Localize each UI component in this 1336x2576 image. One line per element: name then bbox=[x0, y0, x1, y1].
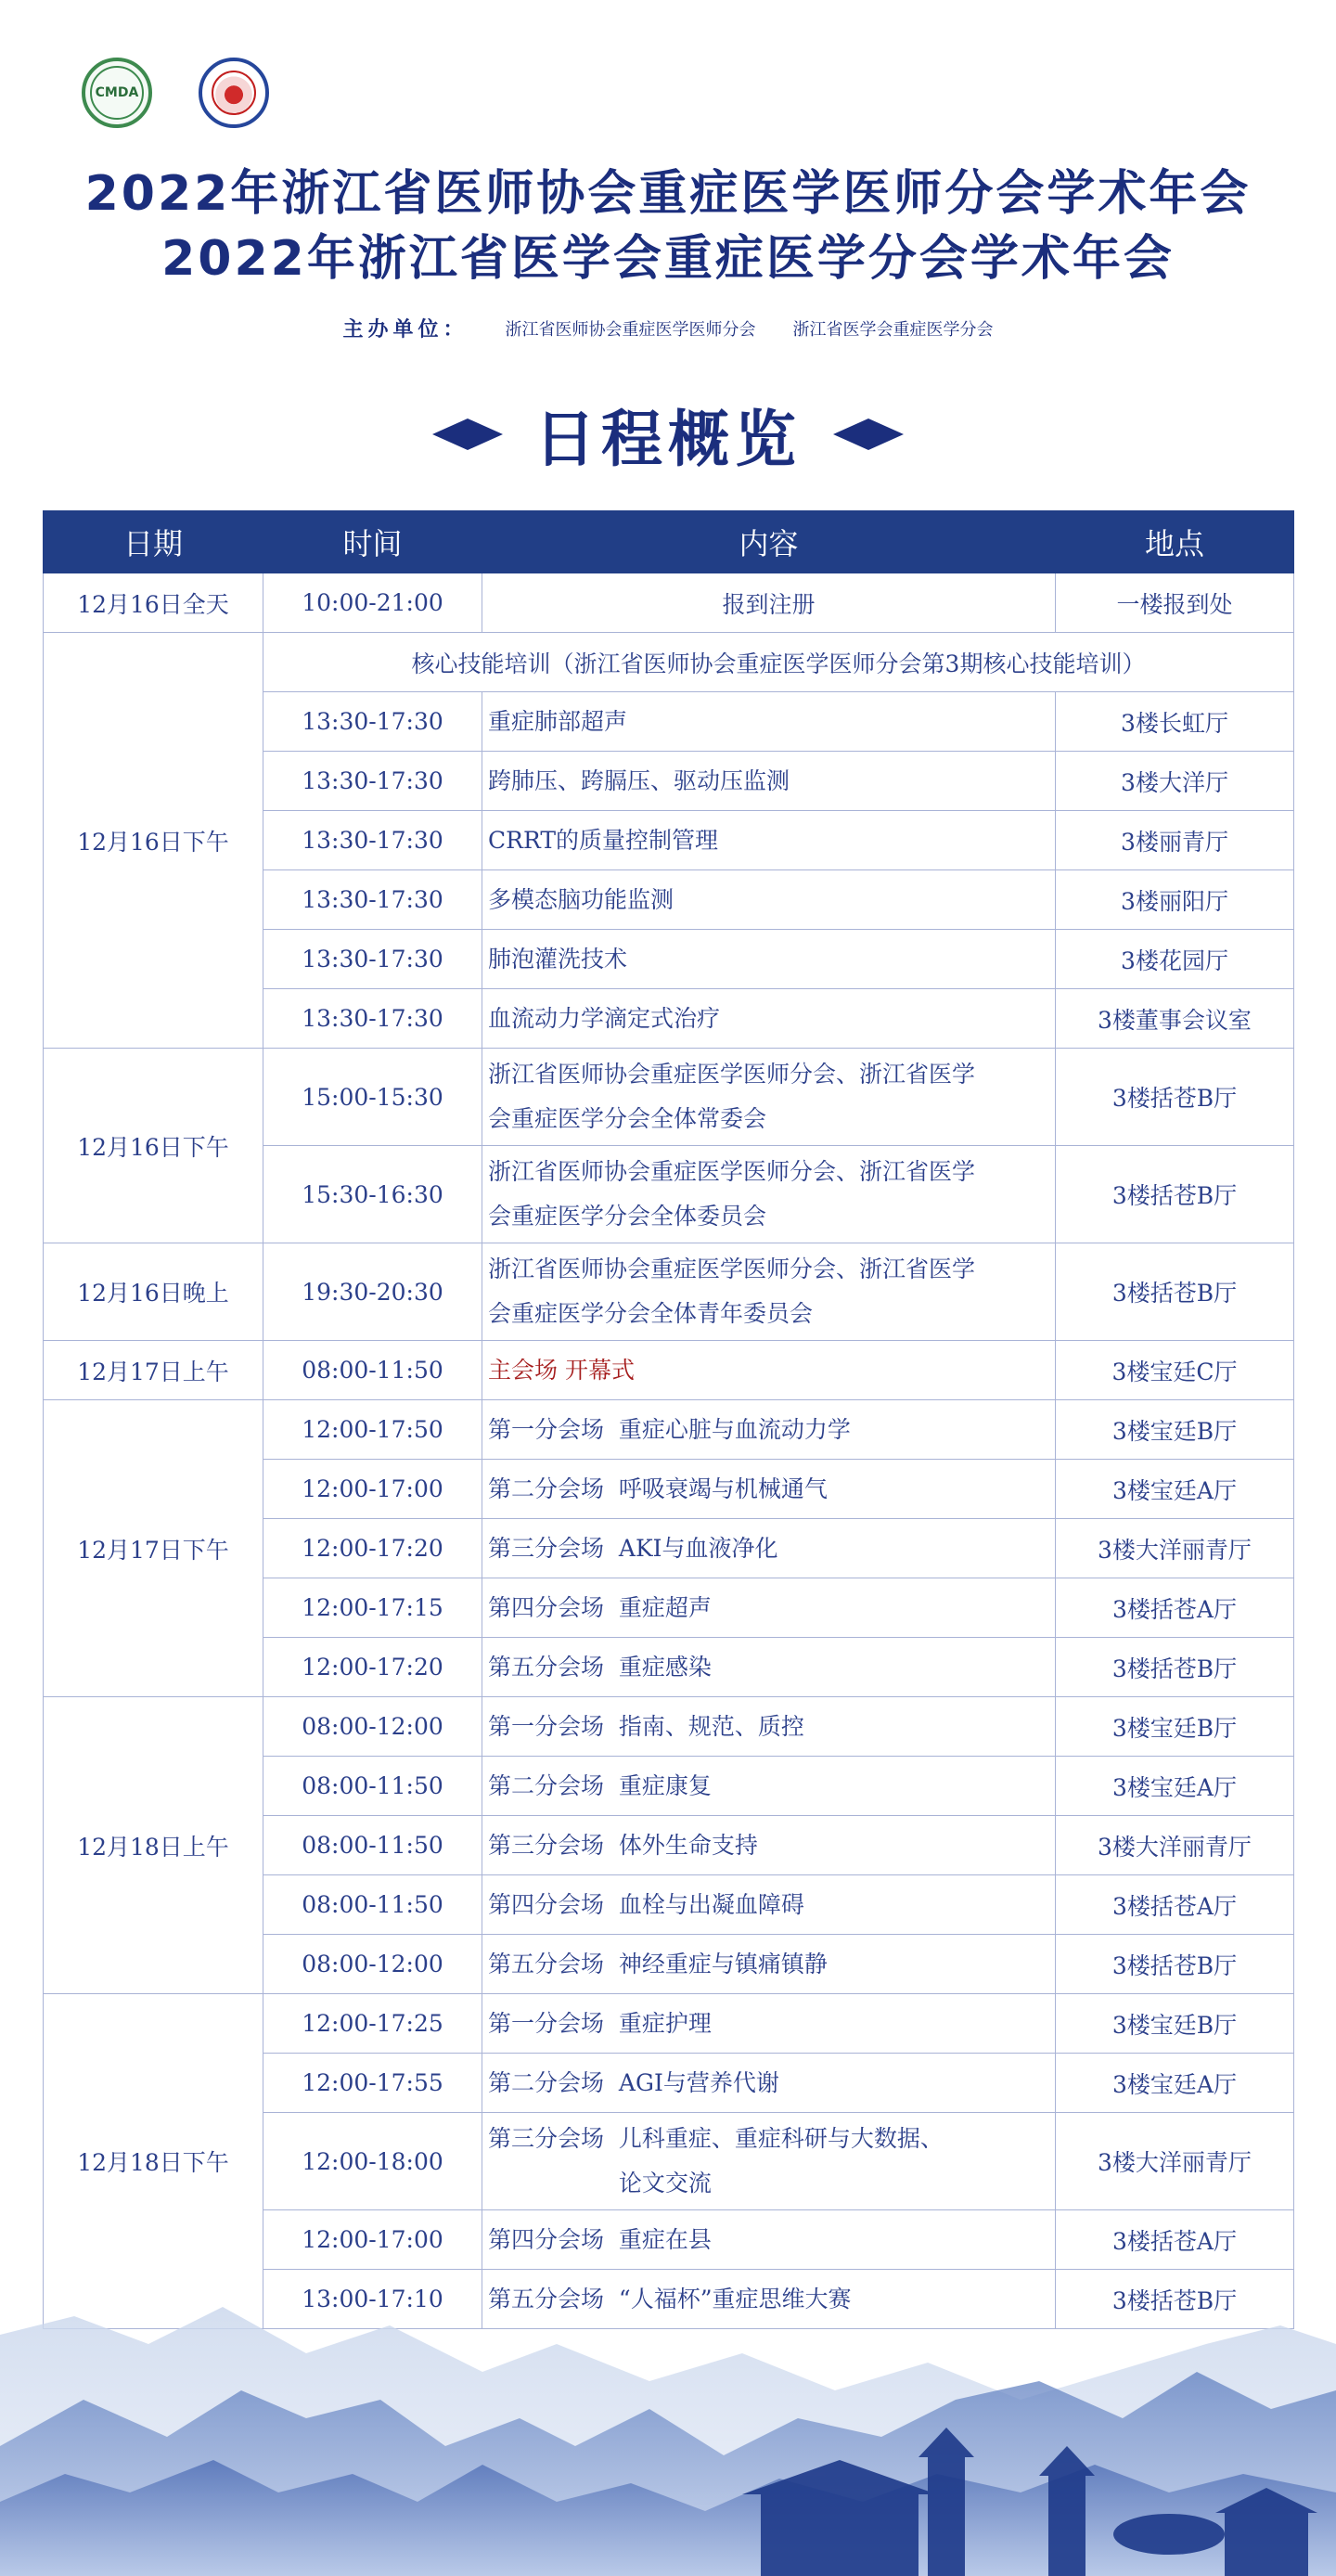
place-cell: 3楼括苍B厅 bbox=[1056, 1146, 1294, 1243]
place-cell: 3楼丽阳厅 bbox=[1056, 870, 1294, 930]
venue-label: 第五分会场 bbox=[488, 1653, 605, 1681]
content-cell bbox=[482, 2113, 1056, 2210]
content-cell: CRRT的质量控制管理 bbox=[482, 811, 1056, 870]
time-cell: 19:30-20:30 bbox=[263, 1243, 482, 1341]
content-cell bbox=[482, 1460, 1056, 1519]
content-cell bbox=[482, 1697, 1056, 1757]
venue-label: 第四分会场 bbox=[488, 1593, 605, 1621]
time-cell: 15:30-16:30 bbox=[263, 1146, 482, 1243]
venue-label: 第三分会场 bbox=[488, 1831, 605, 1859]
time-cell: 12:00-17:20 bbox=[263, 1519, 482, 1578]
time-cell: 13:30-17:30 bbox=[263, 811, 482, 870]
venue-label: 第一分会场 bbox=[488, 1415, 605, 1443]
time-cell: 08:00-11:50 bbox=[263, 1757, 482, 1816]
content-cell: 重症肺部超声 bbox=[482, 692, 1056, 752]
time-cell: 08:00-11:50 bbox=[263, 1875, 482, 1935]
venue-label: 第三分会场 bbox=[488, 1534, 605, 1562]
place-cell: 3楼宝廷B厅 bbox=[1056, 1400, 1294, 1460]
table-row bbox=[44, 1994, 1294, 2054]
content-cell bbox=[482, 1578, 1056, 1638]
venue-label: 第一分会场 bbox=[488, 1712, 605, 1740]
table-row bbox=[44, 633, 1294, 692]
topic-label: “人福杯”重症思维大赛 bbox=[618, 2285, 852, 2312]
place-cell: 3楼括苍B厅 bbox=[1056, 2270, 1294, 2329]
diamond-left-icon bbox=[432, 419, 503, 450]
venue-label: 第四分会场 bbox=[488, 1890, 605, 1918]
date-cell: 12月16日全天 bbox=[44, 573, 263, 633]
host-label: 主办单位： bbox=[342, 318, 469, 341]
venue-label: 第五分会场 bbox=[488, 2285, 605, 2312]
topic-label: 重症在县 bbox=[618, 2225, 712, 2253]
venue-label: 第二分会场 bbox=[488, 1771, 605, 1799]
topic-label bbox=[619, 2117, 944, 2206]
host-line bbox=[0, 314, 1336, 342]
place-cell: 3楼括苍B厅 bbox=[1056, 1049, 1294, 1146]
time-cell: 08:00-12:00 bbox=[263, 1935, 482, 1994]
place-cell: 3楼宝廷B厅 bbox=[1056, 1994, 1294, 2054]
content-line-2: 会重症医学分会全体委员会 bbox=[488, 1203, 767, 1230]
place-cell: 3楼宝廷A厅 bbox=[1056, 1460, 1294, 1519]
time-cell: 10:00-21:00 bbox=[263, 573, 482, 633]
table-row bbox=[44, 1341, 1294, 1400]
content-cell bbox=[482, 1757, 1056, 1816]
time-cell: 13:00-17:10 bbox=[263, 2270, 482, 2329]
topic-label: 重症康复 bbox=[618, 1771, 712, 1799]
venue-label: 第一分会场 bbox=[488, 2009, 605, 2037]
topic-label: 重症超声 bbox=[618, 1593, 712, 1621]
date-cell: 12月16日下午 bbox=[44, 1049, 263, 1243]
content-cell bbox=[482, 1400, 1056, 1460]
content-cell bbox=[482, 1994, 1056, 2054]
schedule-table bbox=[43, 510, 1294, 2329]
content-cell bbox=[482, 1935, 1056, 1994]
table-row bbox=[44, 1243, 1294, 1341]
content-cell: 肺泡灌洗技术 bbox=[482, 930, 1056, 989]
time-cell: 12:00-17:20 bbox=[263, 1638, 482, 1697]
schedule-heading bbox=[0, 390, 1336, 478]
header-place: 地点 bbox=[1056, 511, 1294, 573]
time-cell: 12:00-17:55 bbox=[263, 2054, 482, 2113]
content-cell bbox=[482, 1875, 1056, 1935]
topic-label: 体外生命支持 bbox=[618, 1831, 758, 1859]
time-cell: 13:30-17:30 bbox=[263, 752, 482, 811]
content-line-1: 浙江省医师协会重症医学医师分会、浙江省医学 bbox=[488, 1256, 976, 1282]
date-cell: 12月18日下午 bbox=[44, 1994, 263, 2329]
date-cell: 12月17日上午 bbox=[44, 1341, 263, 1400]
time-cell: 08:00-11:50 bbox=[263, 1816, 482, 1875]
place-cell: 3楼大洋丽青厅 bbox=[1056, 1816, 1294, 1875]
content-line-2: 会重症医学分会全体常委会 bbox=[488, 1105, 767, 1132]
topic-line-2: 论文交流 bbox=[618, 2170, 712, 2196]
topic-label: AGI与营养代谢 bbox=[618, 2068, 779, 2096]
place-cell: 3楼花园厅 bbox=[1056, 930, 1294, 989]
topic-line-1: 儿科重症、重症科研与大数据、 bbox=[618, 2125, 944, 2152]
content-cell: 主会场 开幕式 bbox=[482, 1341, 1056, 1400]
place-cell: 3楼宝廷A厅 bbox=[1056, 2054, 1294, 2113]
landscape-illustration bbox=[0, 2260, 1336, 2576]
time-cell: 12:00-17:25 bbox=[263, 1994, 482, 2054]
topic-label: AKI与血液净化 bbox=[618, 1534, 778, 1562]
place-cell: 3楼董事会议室 bbox=[1056, 989, 1294, 1049]
place-cell: 3楼大洋丽青厅 bbox=[1056, 1519, 1294, 1578]
place-cell: 3楼大洋厅 bbox=[1056, 752, 1294, 811]
place-cell: 一楼报到处 bbox=[1056, 573, 1294, 633]
content-cell bbox=[482, 1816, 1056, 1875]
content-cell bbox=[482, 1519, 1056, 1578]
content-cell bbox=[482, 1049, 1056, 1146]
header-time: 时间 bbox=[263, 511, 482, 573]
topic-label: 血栓与出凝血障碍 bbox=[618, 1890, 804, 1918]
time-cell: 13:30-17:30 bbox=[263, 870, 482, 930]
header-content: 内容 bbox=[482, 511, 1056, 573]
table-row bbox=[44, 1697, 1294, 1757]
topic-label: 呼吸衰竭与机械通气 bbox=[618, 1475, 828, 1502]
place-cell: 3楼括苍A厅 bbox=[1056, 1875, 1294, 1935]
time-cell: 12:00-17:00 bbox=[263, 1460, 482, 1519]
time-cell: 08:00-11:50 bbox=[263, 1341, 482, 1400]
content-cell bbox=[482, 1243, 1056, 1341]
date-cell: 12月17日下午 bbox=[44, 1400, 263, 1697]
place-cell: 3楼丽青厅 bbox=[1056, 811, 1294, 870]
content-line-2: 会重症医学分会全体青年委员会 bbox=[488, 1300, 814, 1327]
date-cell: 12月16日下午 bbox=[44, 633, 263, 1049]
place-cell: 3楼括苍A厅 bbox=[1056, 1578, 1294, 1638]
venue-label: 第二分会场 bbox=[488, 2068, 605, 2096]
content-cell: 多模态脑功能监测 bbox=[482, 870, 1056, 930]
place-cell: 3楼宝廷B厅 bbox=[1056, 1697, 1294, 1757]
topic-label: 神经重症与镇痛镇静 bbox=[618, 1950, 828, 1977]
logo-group bbox=[82, 58, 269, 128]
time-cell: 12:00-18:00 bbox=[263, 2113, 482, 2210]
time-cell: 15:00-15:30 bbox=[263, 1049, 482, 1146]
time-cell: 13:30-17:30 bbox=[263, 930, 482, 989]
content-line-1: 浙江省医师协会重症医学医师分会、浙江省医学 bbox=[488, 1061, 976, 1088]
time-cell: 12:00-17:15 bbox=[263, 1578, 482, 1638]
place-cell: 3楼括苍B厅 bbox=[1056, 1638, 1294, 1697]
place-cell: 3楼长虹厅 bbox=[1056, 692, 1294, 752]
schedule-title: 日程概览 bbox=[534, 404, 802, 475]
training-title: 核心技能培训（浙江省医师协会重症医学医师分会第3期核心技能培训） bbox=[263, 633, 1294, 692]
date-cell: 12月16日晚上 bbox=[44, 1243, 263, 1341]
content-line-1: 浙江省医师协会重症医学医师分会、浙江省医学 bbox=[488, 1158, 976, 1185]
venue-label: 第四分会场 bbox=[488, 2225, 605, 2253]
table-row bbox=[44, 1400, 1294, 1460]
time-cell: 12:00-17:00 bbox=[263, 2210, 482, 2270]
venue-label: 第二分会场 bbox=[488, 1475, 605, 1502]
event-title-2: 2022年浙江省医学会重症医学分会学术年会 bbox=[161, 231, 1175, 287]
topic-label: 重症心脏与血流动力学 bbox=[618, 1415, 851, 1443]
content-cell: 报到注册 bbox=[482, 573, 1056, 633]
table-header bbox=[44, 511, 1294, 573]
place-cell: 3楼宝廷A厅 bbox=[1056, 1757, 1294, 1816]
content-cell bbox=[482, 1638, 1056, 1697]
content-cell bbox=[482, 1146, 1056, 1243]
topic-label: 重症护理 bbox=[618, 2009, 712, 2037]
venue-label: 第三分会场 bbox=[488, 2125, 605, 2152]
place-cell: 3楼括苍B厅 bbox=[1056, 1243, 1294, 1341]
place-cell: 3楼宝廷C厅 bbox=[1056, 1341, 1294, 1400]
place-cell: 3楼括苍B厅 bbox=[1056, 1935, 1294, 1994]
topic-label: 指南、规范、质控 bbox=[618, 1712, 804, 1740]
time-cell: 13:30-17:30 bbox=[263, 692, 482, 752]
diamond-right-icon bbox=[833, 419, 904, 450]
cmda-logo bbox=[82, 58, 152, 128]
host-org-2: 浙江省医学会重症医学分会 bbox=[792, 320, 994, 340]
zma-logo bbox=[199, 58, 269, 128]
time-cell: 12:00-17:50 bbox=[263, 1400, 482, 1460]
content-cell: 跨肺压、跨膈压、驱动压监测 bbox=[482, 752, 1056, 811]
venue-label: 第五分会场 bbox=[488, 1950, 605, 1977]
cmda-logo-text: CMDA bbox=[90, 66, 144, 120]
place-cell: 3楼大洋丽青厅 bbox=[1056, 2113, 1294, 2210]
time-cell: 08:00-12:00 bbox=[263, 1697, 482, 1757]
table-row bbox=[44, 1049, 1294, 1146]
content-cell: 血流动力学滴定式治疗 bbox=[482, 989, 1056, 1049]
time-cell: 13:30-17:30 bbox=[263, 989, 482, 1049]
header-date: 日期 bbox=[44, 511, 263, 573]
table-row bbox=[44, 573, 1294, 633]
content-cell bbox=[482, 2054, 1056, 2113]
host-org-1: 浙江省医师协会重症医学医师分会 bbox=[505, 320, 756, 340]
event-title-1: 2022年浙江省医师协会重症医学医师分会学术年会 bbox=[84, 166, 1252, 222]
place-cell: 3楼括苍A厅 bbox=[1056, 2210, 1294, 2270]
date-cell: 12月18日上午 bbox=[44, 1697, 263, 1994]
topic-label: 重症感染 bbox=[618, 1653, 712, 1681]
